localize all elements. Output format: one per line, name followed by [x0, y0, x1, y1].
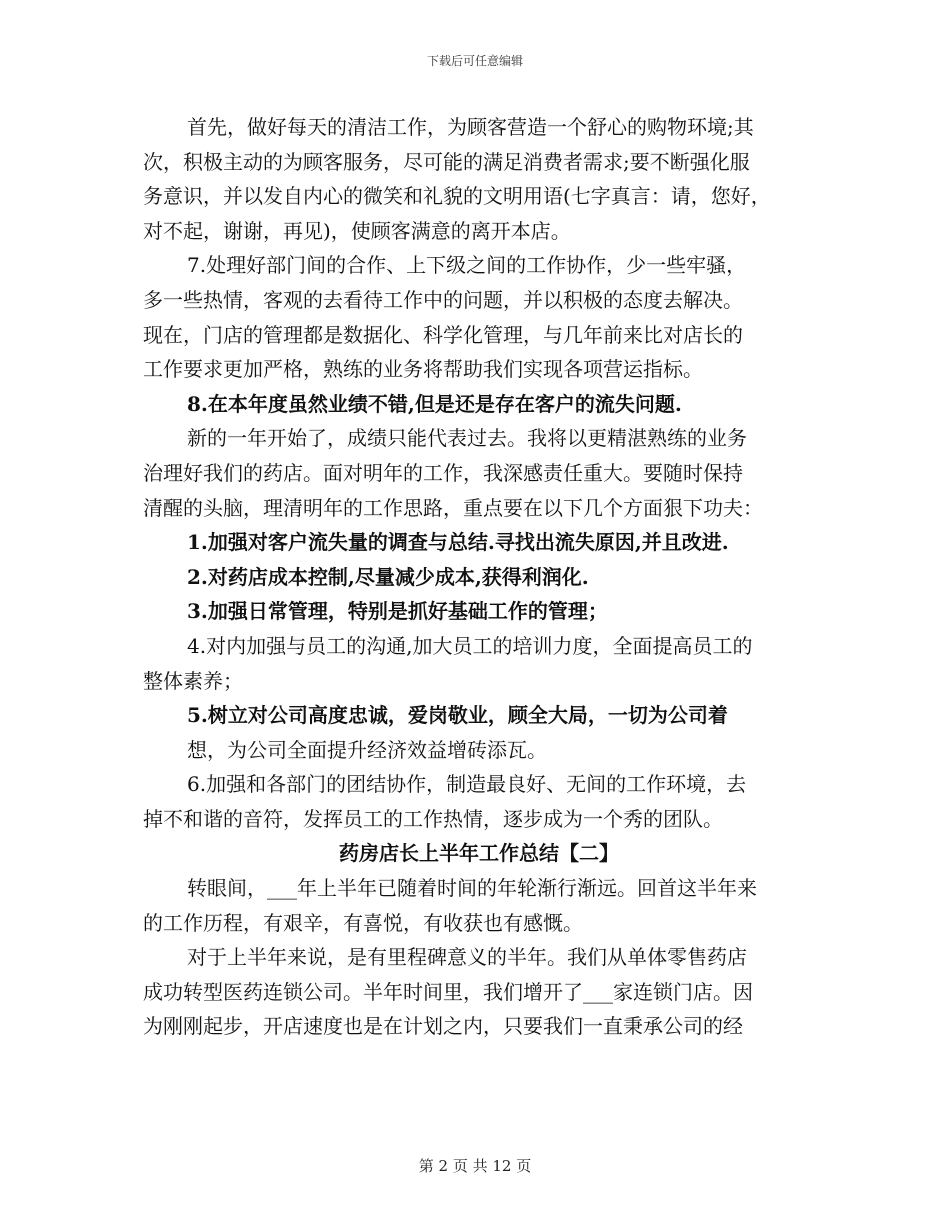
body-line: 7.处理好部门间的合作、上下级之间的工作协作，少一些牢骚， — [187, 253, 747, 278]
body-line: 6.加强和各部门的团结协作，制造最良好、无间的工作环境，去 — [187, 772, 747, 797]
body-line: 转眼间，___年上半年已随着时间的年轮渐行渐远。回首这半年来 — [187, 876, 757, 901]
body-line: 为刚刚起步，开店速度也是在计划之内，只要我们一直秉承公司的经 — [143, 1014, 743, 1039]
body-line: 整体素养； — [143, 668, 243, 693]
body-line: 治理好我们的药店。面对明年的工作，我深感责任重大。要随时保持 — [143, 460, 743, 485]
document-body — [143, 110, 815, 1044]
bold-item-line: 1.加强对客户流失量的调查与总结.寻找出流失原因,并且改进. — [187, 530, 729, 555]
body-line: 工作要求更加严格，熟练的业务将帮助我们实现各项营运指标。 — [143, 357, 703, 382]
bold-item-line: 2.对药店成本控制,尽量减少成本,获得利润化. — [187, 564, 589, 589]
bold-item-line: 8.在本年度虽然业绩不错,但是还是存在客户的流失问题. — [187, 391, 682, 416]
body-line: 务意识，并以发自内心的微笑和礼貌的文明用语(七字真言：请，您好， — [143, 184, 771, 209]
body-line: 掉不和谐的音符，发挥员工的工作热情，逐步成为一个秀的团队。 — [143, 806, 723, 831]
body-line: 的工作历程，有艰辛，有喜悦，有收获也有感慨。 — [143, 910, 583, 935]
body-line: 想，为公司全面提升经济效益增砖添瓦。 — [187, 737, 547, 762]
body-line: 对不起，谢谢，再见)，使顾客满意的离开本店。 — [143, 218, 571, 243]
body-line: 现在，门店的管理都是数据化、科学化管理，与几年前来比对店长的 — [143, 322, 743, 347]
body-line: 新的一年开始了，成绩只能代表过去。我将以更精湛熟练的业务 — [187, 426, 747, 451]
body-line: 首先，做好每天的清洁工作，为顾客营造一个舒心的购物环境;其 — [187, 115, 754, 139]
body-line: 对于上半年来说，是有里程碑意义的半年。我们从单体零售药店 — [187, 945, 747, 970]
body-line: 次，积极主动的为顾客服务，尽可能的满足消费者需求;要不断强化服 — [143, 149, 750, 174]
page-footer: 第 2 页 共 12 页 — [418, 1157, 532, 1175]
body-line: 成功转型医药连锁公司。半年时间里，我们增开了___家连锁门店。因 — [143, 979, 753, 1004]
body-line: 4.对内加强与员工的沟通,加大员工的培训力度，全面提高员工的 — [187, 633, 753, 658]
body-line: 清醒的头脑，理清明年的工作思路，重点要在以下几个方面狠下功夫： — [143, 495, 763, 520]
section-title: 药房店长上半年工作总结【二】 — [339, 841, 619, 866]
bold-item-line: 3.加强日常管理，特别是抓好基础工作的管理； — [187, 599, 608, 624]
body-line: 多一些热情，客观的去看待工作中的问题，并以积极的态度去解决。 — [143, 287, 743, 312]
page-header: 下载后可任意编辑 — [426, 54, 523, 68]
bold-item-line: 5.树立对公司高度忠诚，爱岗敬业，顾全大局，一切为公司着 — [187, 703, 728, 728]
